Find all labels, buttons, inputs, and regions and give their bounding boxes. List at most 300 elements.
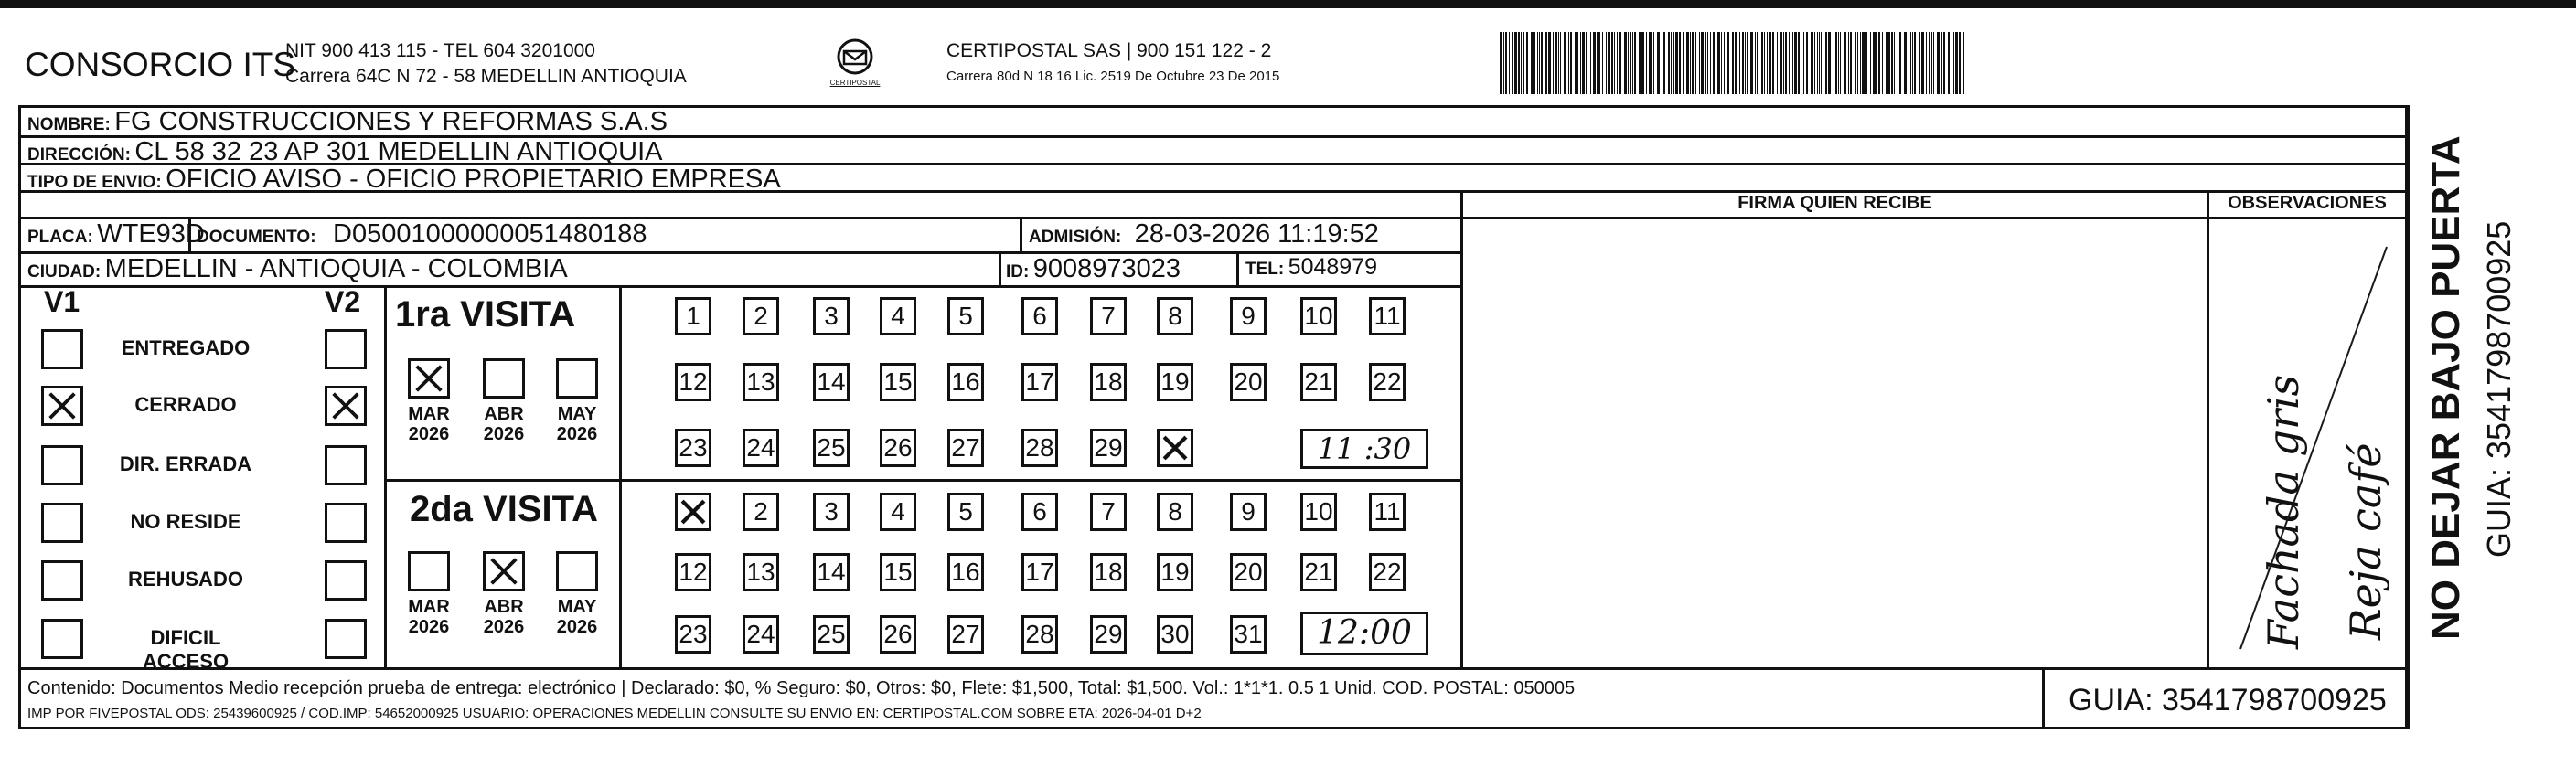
barcode-bar — [1882, 32, 1883, 94]
day-box[interactable]: 28 — [1021, 429, 1058, 467]
day-box[interactable]: 4 — [880, 493, 916, 531]
barcode-bar — [1953, 32, 1954, 94]
barcode-bar — [1624, 32, 1627, 94]
barcode-bar — [1608, 32, 1610, 94]
barcode-bar — [1545, 32, 1547, 94]
day-box[interactable]: 10 — [1300, 493, 1337, 531]
documento-cell — [197, 219, 647, 250]
barcode-bar — [1769, 32, 1771, 94]
first-visit-time: 11 :30 — [1300, 429, 1428, 469]
barcode-bar — [1577, 32, 1578, 94]
barcode-bar — [1862, 32, 1865, 94]
status-label: ENTREGADO — [121, 336, 251, 359]
barcode-bar — [1713, 32, 1715, 94]
second-visit-title: 2da VISITA — [410, 489, 598, 529]
barcode-bar — [1707, 32, 1708, 94]
day-box[interactable]: 20 — [1230, 553, 1267, 591]
barcode-bar — [1835, 32, 1837, 94]
top-border — [0, 0, 2576, 8]
id-cell — [1006, 254, 1181, 284]
barcode-bar — [1811, 32, 1813, 94]
barcode-bar — [1641, 32, 1644, 94]
day-box[interactable]: 11 — [1369, 297, 1406, 335]
barcode-bar — [1750, 32, 1753, 94]
barcode-bar — [1657, 32, 1660, 94]
barcode-bar — [1668, 32, 1670, 94]
nombre-label: NOMBRE: — [27, 115, 111, 134]
barcode-bar — [1724, 32, 1725, 94]
day-box[interactable]: 18 — [1090, 363, 1127, 401]
barcode-bar — [1541, 32, 1543, 94]
v2-checkbox[interactable] — [325, 560, 367, 601]
day-box[interactable]: 17 — [1021, 553, 1058, 591]
day-box[interactable]: 24 — [743, 429, 779, 467]
month-checkbox-mar[interactable] — [408, 358, 450, 399]
day-box[interactable]: 23 — [675, 429, 711, 467]
barcode-bar — [1699, 32, 1700, 94]
day-box[interactable]: 7 — [1090, 493, 1127, 531]
v1-checkbox[interactable] — [41, 329, 83, 369]
barcode-bar — [1692, 32, 1694, 94]
id-value: 9008973023 — [1032, 254, 1181, 283]
cell-divider — [1236, 251, 1239, 286]
status-label: CERRADO — [134, 393, 237, 416]
month-label: MAR — [408, 597, 450, 617]
day-box[interactable]: 5 — [947, 297, 984, 335]
v2-checkbox[interactable] — [325, 329, 367, 369]
barcode-bar — [1690, 32, 1691, 94]
barcode-bar — [1772, 32, 1774, 94]
barcode-bar — [1926, 32, 1927, 94]
v2-checkbox[interactable] — [325, 386, 367, 426]
barcode-bar — [1619, 32, 1621, 94]
day-box[interactable]: 4 — [880, 297, 916, 335]
day-box[interactable]: 12 — [675, 363, 711, 401]
day-box[interactable]: 9 — [1230, 493, 1267, 531]
barcode-bar — [1639, 32, 1641, 94]
cell-divider — [1020, 217, 1022, 251]
placa-value: WTE93D — [97, 219, 205, 249]
envelope-icon — [835, 37, 875, 77]
barcode-bar — [1632, 32, 1633, 94]
day-box[interactable]: 29 — [1090, 615, 1127, 654]
barcode-bar — [1701, 32, 1704, 94]
barcode-bar — [1886, 32, 1887, 94]
barcode-bar — [1634, 32, 1636, 94]
barcode-bar — [1675, 32, 1678, 94]
barcode-bar — [1671, 32, 1672, 94]
barcode-bar — [1931, 32, 1932, 94]
carrier-license: Carrera 80d N 18 16 Lic. 2519 De Octubre 23 De 2015 — [946, 69, 1280, 84]
barcode-bar — [1575, 32, 1577, 94]
direccion-label: DIRECCIÓN: — [27, 145, 131, 165]
barcode-bar — [1560, 32, 1561, 94]
barcode-bar — [1564, 32, 1566, 94]
v1-checkbox[interactable] — [41, 503, 83, 543]
day-box[interactable]: 16 — [947, 553, 984, 591]
v1-header: V1 — [44, 285, 80, 318]
barcode-bar — [1721, 32, 1722, 94]
day-box[interactable]: 12 — [675, 553, 711, 591]
barcode-bar — [1630, 32, 1631, 94]
v1-checkbox[interactable] — [41, 560, 83, 601]
barcode-bar — [1602, 32, 1603, 94]
day-box[interactable]: 26 — [880, 429, 916, 467]
barcode-bar — [1887, 32, 1890, 94]
barcode-bar — [1803, 32, 1804, 94]
barcode-bar — [1710, 32, 1711, 94]
barcode-bar — [1963, 32, 1964, 94]
id-label: ID: — [1006, 262, 1030, 282]
month-label: ABR — [484, 404, 524, 424]
day-box[interactable]: 1 — [675, 297, 711, 335]
barcode-bar — [1593, 32, 1596, 94]
v1-checkbox[interactable] — [41, 445, 83, 485]
barcode-bar — [1919, 32, 1920, 94]
day-box[interactable]: 3 — [813, 493, 850, 531]
barcode-bar — [1828, 32, 1831, 94]
observation-slash — [2213, 238, 2396, 672]
barcode-bar — [1537, 32, 1538, 94]
barcode-bar — [1732, 32, 1734, 94]
barcode-bar — [1838, 32, 1839, 94]
barcode-bar — [1558, 32, 1559, 94]
barcode-bar — [1739, 32, 1740, 94]
day-box[interactable]: 16 — [947, 363, 984, 401]
month-label: MAR — [408, 404, 450, 424]
day-box[interactable]: 31 — [1230, 615, 1267, 654]
day-box[interactable]: 14 — [813, 553, 850, 591]
barcode-bar — [1553, 32, 1554, 94]
month-checkbox-may[interactable] — [556, 358, 598, 399]
day-box[interactable]: 25 — [813, 615, 850, 654]
barcode-bar — [1914, 32, 1916, 94]
barcode-bar — [1878, 32, 1880, 94]
second-visit-time: 12:00 — [1300, 612, 1428, 655]
admision-label: ADMISIÓN: — [1029, 228, 1122, 247]
day-box[interactable]: 22 — [1369, 363, 1406, 401]
day-box[interactable]: 23 — [675, 615, 711, 654]
barcode-bar — [1929, 32, 1930, 94]
barcode-bar — [1735, 32, 1737, 94]
barcode-bar — [1899, 32, 1901, 94]
company-address: Carrera 64C N 72 - 58 MEDELLIN ANTIOQUIA — [285, 66, 687, 87]
barcode-bar — [1531, 32, 1534, 94]
barcode-bar — [1500, 32, 1502, 94]
barcode-bar — [1891, 32, 1893, 94]
barcode-bar — [1855, 32, 1856, 94]
day-box[interactable]: 11 — [1369, 493, 1406, 531]
tipo-envio-label: TIPO DE ENVIO: — [27, 173, 162, 192]
month-label: MAY — [557, 597, 597, 617]
ciudad-label: CIUDAD: — [27, 262, 102, 282]
barcode-bar — [1757, 32, 1758, 94]
certipostal-logo — [828, 37, 882, 101]
barcode-bar — [1526, 32, 1528, 94]
day-box[interactable]: 17 — [1021, 363, 1058, 401]
barcode-bar — [1789, 32, 1790, 94]
direccion-row — [27, 137, 662, 167]
barcode-bar — [1555, 32, 1557, 94]
barcode-bar — [1590, 32, 1591, 94]
barcode-bar — [1523, 32, 1524, 94]
day-box[interactable]: 19 — [1157, 363, 1193, 401]
day-box[interactable]: 7 — [1090, 297, 1127, 335]
barcode-bar — [1679, 32, 1681, 94]
col-divider — [1460, 190, 1463, 668]
barcode-bar — [1673, 32, 1674, 94]
tipo-envio-row — [27, 165, 781, 195]
v1-checkbox[interactable] — [41, 386, 83, 426]
visit-divider — [384, 479, 625, 482]
barcode-bar — [1755, 32, 1756, 94]
barcode-bar — [1865, 32, 1867, 94]
admision-value: 28-03-2026 11:19:52 — [1134, 219, 1379, 249]
observaciones-header: OBSERVACIONES — [2228, 193, 2387, 213]
ciudad-value: MEDELLIN - ANTIOQUIA - COLOMBIA — [104, 254, 568, 283]
barcode-bar — [1792, 32, 1793, 94]
day-box[interactable]: 2 — [743, 493, 779, 531]
barcode-bar — [1745, 32, 1746, 94]
barcode-bar — [1518, 32, 1520, 94]
visit-divider — [625, 479, 1463, 482]
month-checkbox-may[interactable] — [556, 551, 598, 591]
barcode-bar — [1705, 32, 1706, 94]
cell-divider — [999, 251, 1001, 286]
day-box[interactable]: 26 — [880, 615, 916, 654]
day-box[interactable]: 6 — [1021, 297, 1058, 335]
barcode-bar — [1876, 32, 1877, 94]
barcode-bar — [1948, 32, 1950, 94]
barcode-bar — [1505, 32, 1507, 94]
row-divider — [18, 285, 1463, 288]
day-box[interactable] — [1157, 429, 1193, 467]
day-box[interactable]: 15 — [880, 363, 916, 401]
do-not-leave-warning: NO DEJAR BAJO PUERTA — [2423, 135, 2468, 640]
barcode-bar — [1937, 32, 1940, 94]
footer-divider — [18, 667, 2410, 670]
barcode-bar — [1580, 32, 1581, 94]
day-box[interactable]: 19 — [1157, 553, 1193, 591]
barcode-bar — [1512, 32, 1513, 94]
day-box[interactable]: 3 — [813, 297, 850, 335]
day-box[interactable]: 13 — [743, 553, 779, 591]
admision-cell — [1029, 219, 1379, 250]
barcode-bar — [1597, 32, 1598, 94]
side-guia-number: GUIA: 3541798700925 — [2480, 220, 2517, 558]
col-divider — [2405, 105, 2408, 729]
company-nit: NIT 900 413 115 - TEL 604 3201000 — [285, 40, 595, 61]
ciudad-cell — [27, 254, 568, 284]
barcode-bar — [1955, 32, 1958, 94]
day-box[interactable]: 18 — [1090, 553, 1127, 591]
barcode-bar — [1857, 32, 1858, 94]
barcode-bar — [1870, 32, 1871, 94]
barcode-bar — [1761, 32, 1763, 94]
barcode-bar — [1503, 32, 1504, 94]
barcode-bar — [1568, 32, 1569, 94]
year-label: 2026 — [483, 424, 525, 444]
barcode-bar — [1785, 32, 1787, 94]
day-box[interactable]: 21 — [1300, 553, 1337, 591]
barcode-bar — [1742, 32, 1744, 94]
barcode-bar — [1695, 32, 1696, 94]
barcode-bar — [1825, 32, 1827, 94]
barcode-bar — [1570, 32, 1572, 94]
barcode-bar — [1819, 32, 1820, 94]
tel-label: TEL: — [1245, 260, 1285, 279]
v1-checkbox[interactable] — [41, 619, 83, 659]
placa-cell — [27, 219, 205, 250]
day-box[interactable]: 8 — [1157, 297, 1193, 335]
first-visit-title: 1ra VISITA — [395, 294, 576, 335]
carrier-nit: CERTIPOSTAL SAS | 900 151 122 - 2 — [946, 40, 1272, 61]
barcode-bar — [1628, 32, 1629, 94]
year-label: 2026 — [556, 424, 598, 444]
print-info: IMP POR FIVEPOSTAL ODS: 25439600925 / COD.IMP: 54652000925 USUARIO: OPERACIONES MEDELLIN CONSULTE SU ENVIO EN: CERTIPOSTAL.COM SOBRE ETA: 2026-04-01 D+2 — [27, 706, 1202, 721]
observation-note-2: Reja café — [2341, 442, 2390, 640]
day-box[interactable]: 15 — [880, 553, 916, 591]
barcode-bar — [1777, 32, 1778, 94]
barcode-bar — [1894, 32, 1895, 94]
contents-info: Contenido: Documentos Medio recepción prueba de entrega: electrónico | Declarado: $0, % Seguro: $0, Otros: $0, Flete: $1,500, Total: $1,500. Vol.: 1*1*1. 0.5 1 Unid. COD. POSTAL: 050005 — [27, 678, 1576, 698]
month-checkbox-abr[interactable] — [483, 551, 525, 591]
placa-label: PLACA: — [27, 228, 93, 247]
day-box[interactable]: 27 — [947, 615, 984, 654]
barcode-bar — [1521, 32, 1522, 94]
barcode-bar — [1649, 32, 1651, 94]
v2-checkbox[interactable] — [325, 445, 367, 485]
barcode-bar — [1764, 32, 1765, 94]
year-label: 2026 — [556, 617, 598, 637]
day-box[interactable]: 9 — [1230, 297, 1267, 335]
barcode-bar — [1548, 32, 1551, 94]
direccion-value: CL 58 32 23 AP 301 MEDELLIN ANTIOQUIA — [134, 137, 663, 166]
barcode-bar — [1910, 32, 1911, 94]
observation-note-1: Fachada gris — [2259, 374, 2308, 649]
v2-header: V2 — [325, 285, 361, 318]
barcode-bar — [1921, 32, 1924, 94]
barcode-bar — [1598, 32, 1600, 94]
barcode-bar — [1747, 32, 1748, 94]
status-label: REHUSADO — [128, 568, 243, 590]
barcode-bar — [1727, 32, 1729, 94]
barcode-bar — [1873, 32, 1876, 94]
v2-checkbox[interactable] — [325, 503, 367, 543]
barcode-bar — [1783, 32, 1784, 94]
barcode-bar — [1611, 32, 1613, 94]
day-box[interactable]: 5 — [947, 493, 984, 531]
barcode-bar — [1798, 32, 1800, 94]
barcode-bar — [1840, 32, 1841, 94]
year-label: 2026 — [483, 617, 525, 637]
tel-cell — [1245, 254, 1377, 281]
barcode-bar — [1780, 32, 1782, 94]
barcode-bar — [1653, 32, 1654, 94]
row-divider — [1460, 217, 2408, 219]
barcode-bar — [1848, 32, 1849, 94]
barcode-bar — [1617, 32, 1618, 94]
v2-checkbox[interactable] — [325, 619, 367, 659]
barcode-bar — [1821, 32, 1822, 94]
barcode-bar — [1683, 32, 1684, 94]
barcode — [1500, 32, 2231, 94]
day-box[interactable]: 14 — [813, 363, 850, 401]
day-box[interactable]: 24 — [743, 615, 779, 654]
day-box[interactable]: 30 — [1157, 615, 1193, 654]
barcode-bar — [1586, 32, 1587, 94]
day-box[interactable]: 25 — [813, 429, 850, 467]
month-checkbox-abr[interactable] — [483, 358, 525, 399]
barcode-bar — [1534, 32, 1535, 94]
day-box[interactable]: 20 — [1230, 363, 1267, 401]
day-box[interactable]: 28 — [1021, 615, 1058, 654]
day-box[interactable]: 21 — [1300, 363, 1337, 401]
barcode-bar — [1606, 32, 1607, 94]
barcode-bar — [1850, 32, 1852, 94]
day-box[interactable]: 10 — [1300, 297, 1337, 335]
barcode-bar — [1806, 32, 1808, 94]
day-box[interactable]: 29 — [1090, 429, 1127, 467]
barcode-bar — [1509, 32, 1510, 94]
brand-name: CONSORCIO ITS — [25, 46, 296, 83]
day-box[interactable] — [675, 493, 711, 531]
barcode-bar — [1539, 32, 1540, 94]
barcode-bar — [1646, 32, 1647, 94]
day-box[interactable]: 13 — [743, 363, 779, 401]
barcode-bar — [1767, 32, 1768, 94]
barcode-bar — [1844, 32, 1846, 94]
documento-label: DOCUMENTO: — [197, 228, 316, 247]
barcode-bar — [1582, 32, 1585, 94]
nombre-value: FG CONSTRUCCIONES Y REFORMAS S.A.S — [114, 107, 668, 136]
status-label: NO RESIDE — [130, 510, 241, 533]
guia-number: GUIA: 3541798700925 — [2068, 683, 2387, 718]
barcode-bar — [1686, 32, 1689, 94]
barcode-bar — [1651, 32, 1652, 94]
barcode-bar — [1959, 32, 1961, 94]
barcode-bar — [1817, 32, 1818, 94]
tipo-envio-value: OFICIO AVISO - OFICIO PROPIETARIO EMPRESA — [166, 165, 781, 194]
barcode-bar — [1860, 32, 1861, 94]
logo-text: CERTIPOSTAL — [829, 79, 881, 87]
documento-value: D05001000000051480188 — [333, 219, 647, 249]
day-box[interactable]: 2 — [743, 297, 779, 335]
barcode-bar — [1614, 32, 1615, 94]
status-label: DIFICIL ACCESO — [142, 626, 230, 673]
day-box[interactable]: 8 — [1157, 493, 1193, 531]
barcode-bar — [1912, 32, 1913, 94]
year-label: 2026 — [408, 424, 450, 444]
day-box[interactable]: 22 — [1369, 553, 1406, 591]
cell-divider — [2042, 667, 2045, 729]
barcode-bar — [1794, 32, 1797, 94]
month-checkbox-mar[interactable] — [408, 551, 450, 591]
day-box[interactable]: 6 — [1021, 493, 1058, 531]
barcode-bar — [1941, 32, 1942, 94]
year-label: 2026 — [408, 617, 450, 637]
col-divider — [2207, 190, 2209, 668]
tel-value: 5048979 — [1288, 254, 1377, 280]
month-label: ABR — [484, 597, 524, 617]
barcode-bar — [1943, 32, 1945, 94]
barcode-bar — [1717, 32, 1720, 94]
barcode-bar — [1663, 32, 1665, 94]
day-box[interactable]: 27 — [947, 429, 984, 467]
barcode-bar — [1904, 32, 1907, 94]
month-label: MAY — [557, 404, 597, 424]
barcode-bar — [1814, 32, 1815, 94]
